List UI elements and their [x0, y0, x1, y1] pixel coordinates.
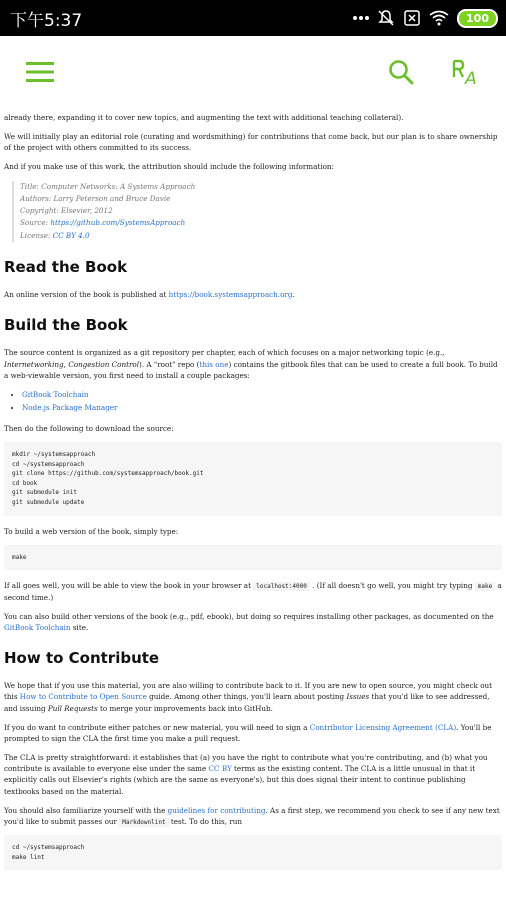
gitbook-toolchain-link[interactable]: GitBook Toolchain — [22, 389, 89, 399]
list-item — [22, 389, 502, 402]
readme-content — [0, 112, 506, 900]
more-dots-icon — [353, 15, 369, 21]
code-block-lint: cd ~/systemsapproach make lint — [4, 835, 502, 870]
build-paragraph-1: The source content is organized as a git repository per chapter, each of which focuses on a major networking topic (e.g., Internetworking, Congestion Control). A "root" repo (this one) contains the gitbook files that can be used to create a full book. To build a web-viewable version, you first need to install a couple packages: — [4, 348, 498, 380]
status-icons — [353, 9, 498, 28]
license-link[interactable]: CC BY 4.0 — [52, 230, 90, 240]
sim-blocked-icon — [403, 9, 421, 27]
cla-link[interactable]: Contributor Licensing Agreement (CLA) — [309, 722, 457, 732]
intro-paragraph-2: We will initially play an editorial role (curating and wordsmithing) for contributions that come back, but our plan is to share ownership of the project with others committed to its success. — [4, 132, 498, 153]
attribution-copyright: Copyright: Elsevier, 2012 — [20, 206, 113, 216]
build-heading: Build the Book — [4, 316, 128, 335]
book-link[interactable]: https://book.systemsapproach.org — [168, 290, 293, 300]
attribution-authors: Authors: Larry Peterson and Bruce Davie — [20, 193, 171, 203]
nodejs-link[interactable]: Node.js Package Manager — [22, 402, 118, 412]
list-item — [22, 402, 502, 415]
intro-paragraph-3: And if you make use of this work, the attribution should include the following information: — [4, 162, 334, 172]
read-heading: Read the Book — [4, 257, 128, 276]
menu-icon[interactable] — [26, 62, 54, 86]
open-source-guide-link[interactable]: How to Contribute to Open Source — [19, 692, 147, 702]
build-paragraph-2: Then do the following to download the source: — [4, 423, 174, 433]
svg-text:A: A — [465, 69, 477, 87]
contribute-paragraph-2: If you do want to contribute either patches or new material, you will need to sign a Contributor Licensing Agreement (CLA). You'll be prompted to sign the CLA the first time you make a pull request. — [4, 722, 492, 743]
contribute-paragraph-1: We hope that if you use this material, you are also willing to contribute back to it. If you are new to open source, you might check out this How to Contribute to Open Source guide. Among other things, you'll learn about posting Issues that you'd like to see addressed, and issuing Pull Requests to merge your improvements back into GitHub. — [4, 681, 493, 713]
this-one-link[interactable]: this one — [199, 359, 229, 369]
cc-by-link[interactable]: CC BY — [208, 764, 232, 774]
intro-paragraph-1: already there, expanding it to cover new topics, and augmenting the text with additional teaching collateral). — [4, 113, 404, 122]
app-toolbar — [0, 36, 506, 112]
status-time: 下午5:37 — [10, 10, 83, 31]
wifi-icon — [429, 10, 449, 26]
attribution-title: Title: Computer Networks: A Systems Approach — [20, 181, 196, 191]
attribution-source: Source: https://github.com/SystemsApproach — [20, 218, 186, 228]
contribute-paragraph-4: You should also familiarize yourself with the guidelines for contributing. As a first step, we recommend you check to see if any new text you'd like to submit passes our Markdownlint test. To do this, run — [4, 805, 500, 826]
build-paragraph-5: You can also build other versions of the book (e.g., pdf, ebook), but doing so requires installing other packages, as documented on the GitBook Toolchain site. — [4, 611, 494, 632]
font-size-icon[interactable] — [450, 57, 480, 91]
code-block-make: make — [4, 545, 502, 571]
attribution-license: License: CC BY 4.0 — [20, 230, 90, 240]
read-paragraph: An online version of the book is published at https://book.systemsapproach.org. — [4, 290, 295, 300]
build-paragraph-3: To build a web version of the book, simply type: — [4, 526, 179, 536]
contribute-paragraph-3: The CLA is pretty straightforward: it establishes that (a) you have the right to contribute what you're contributing, and (b) what you contribute is available to everyone else under the same CC BY terms as the existing content. The CLA is a little unusual in that it explicitly calls out Elsevier's rights (which are the same as everyone's), but this does signal their intent to continue publishing textbooks based on the material. — [4, 753, 488, 796]
mute-icon — [377, 9, 395, 27]
search-icon[interactable] — [388, 59, 414, 89]
status-bar — [0, 0, 506, 36]
guidelines-link[interactable]: guidelines for contributing — [167, 805, 266, 815]
attribution-block — [12, 181, 502, 242]
package-list — [4, 389, 502, 415]
source-link[interactable]: https://github.com/SystemsApproach — [50, 218, 186, 228]
gitbook-toolchain-site-link[interactable]: GitBook Toolchain — [4, 622, 71, 632]
contribute-heading: How to Contribute — [4, 649, 160, 668]
code-block-download: mkdir ~/systemsapproach cd ~/systemsapproach git clone https://github.com/systemsapproach/book.git cd book git submodule init git submodule update — [4, 442, 502, 516]
build-paragraph-4: If all goes well, you will be able to view the book in your browser at localhost:4000 . (If all doesn't go well, you might try typing make a second time.) — [4, 581, 502, 602]
battery-indicator: 100 — [457, 9, 498, 28]
